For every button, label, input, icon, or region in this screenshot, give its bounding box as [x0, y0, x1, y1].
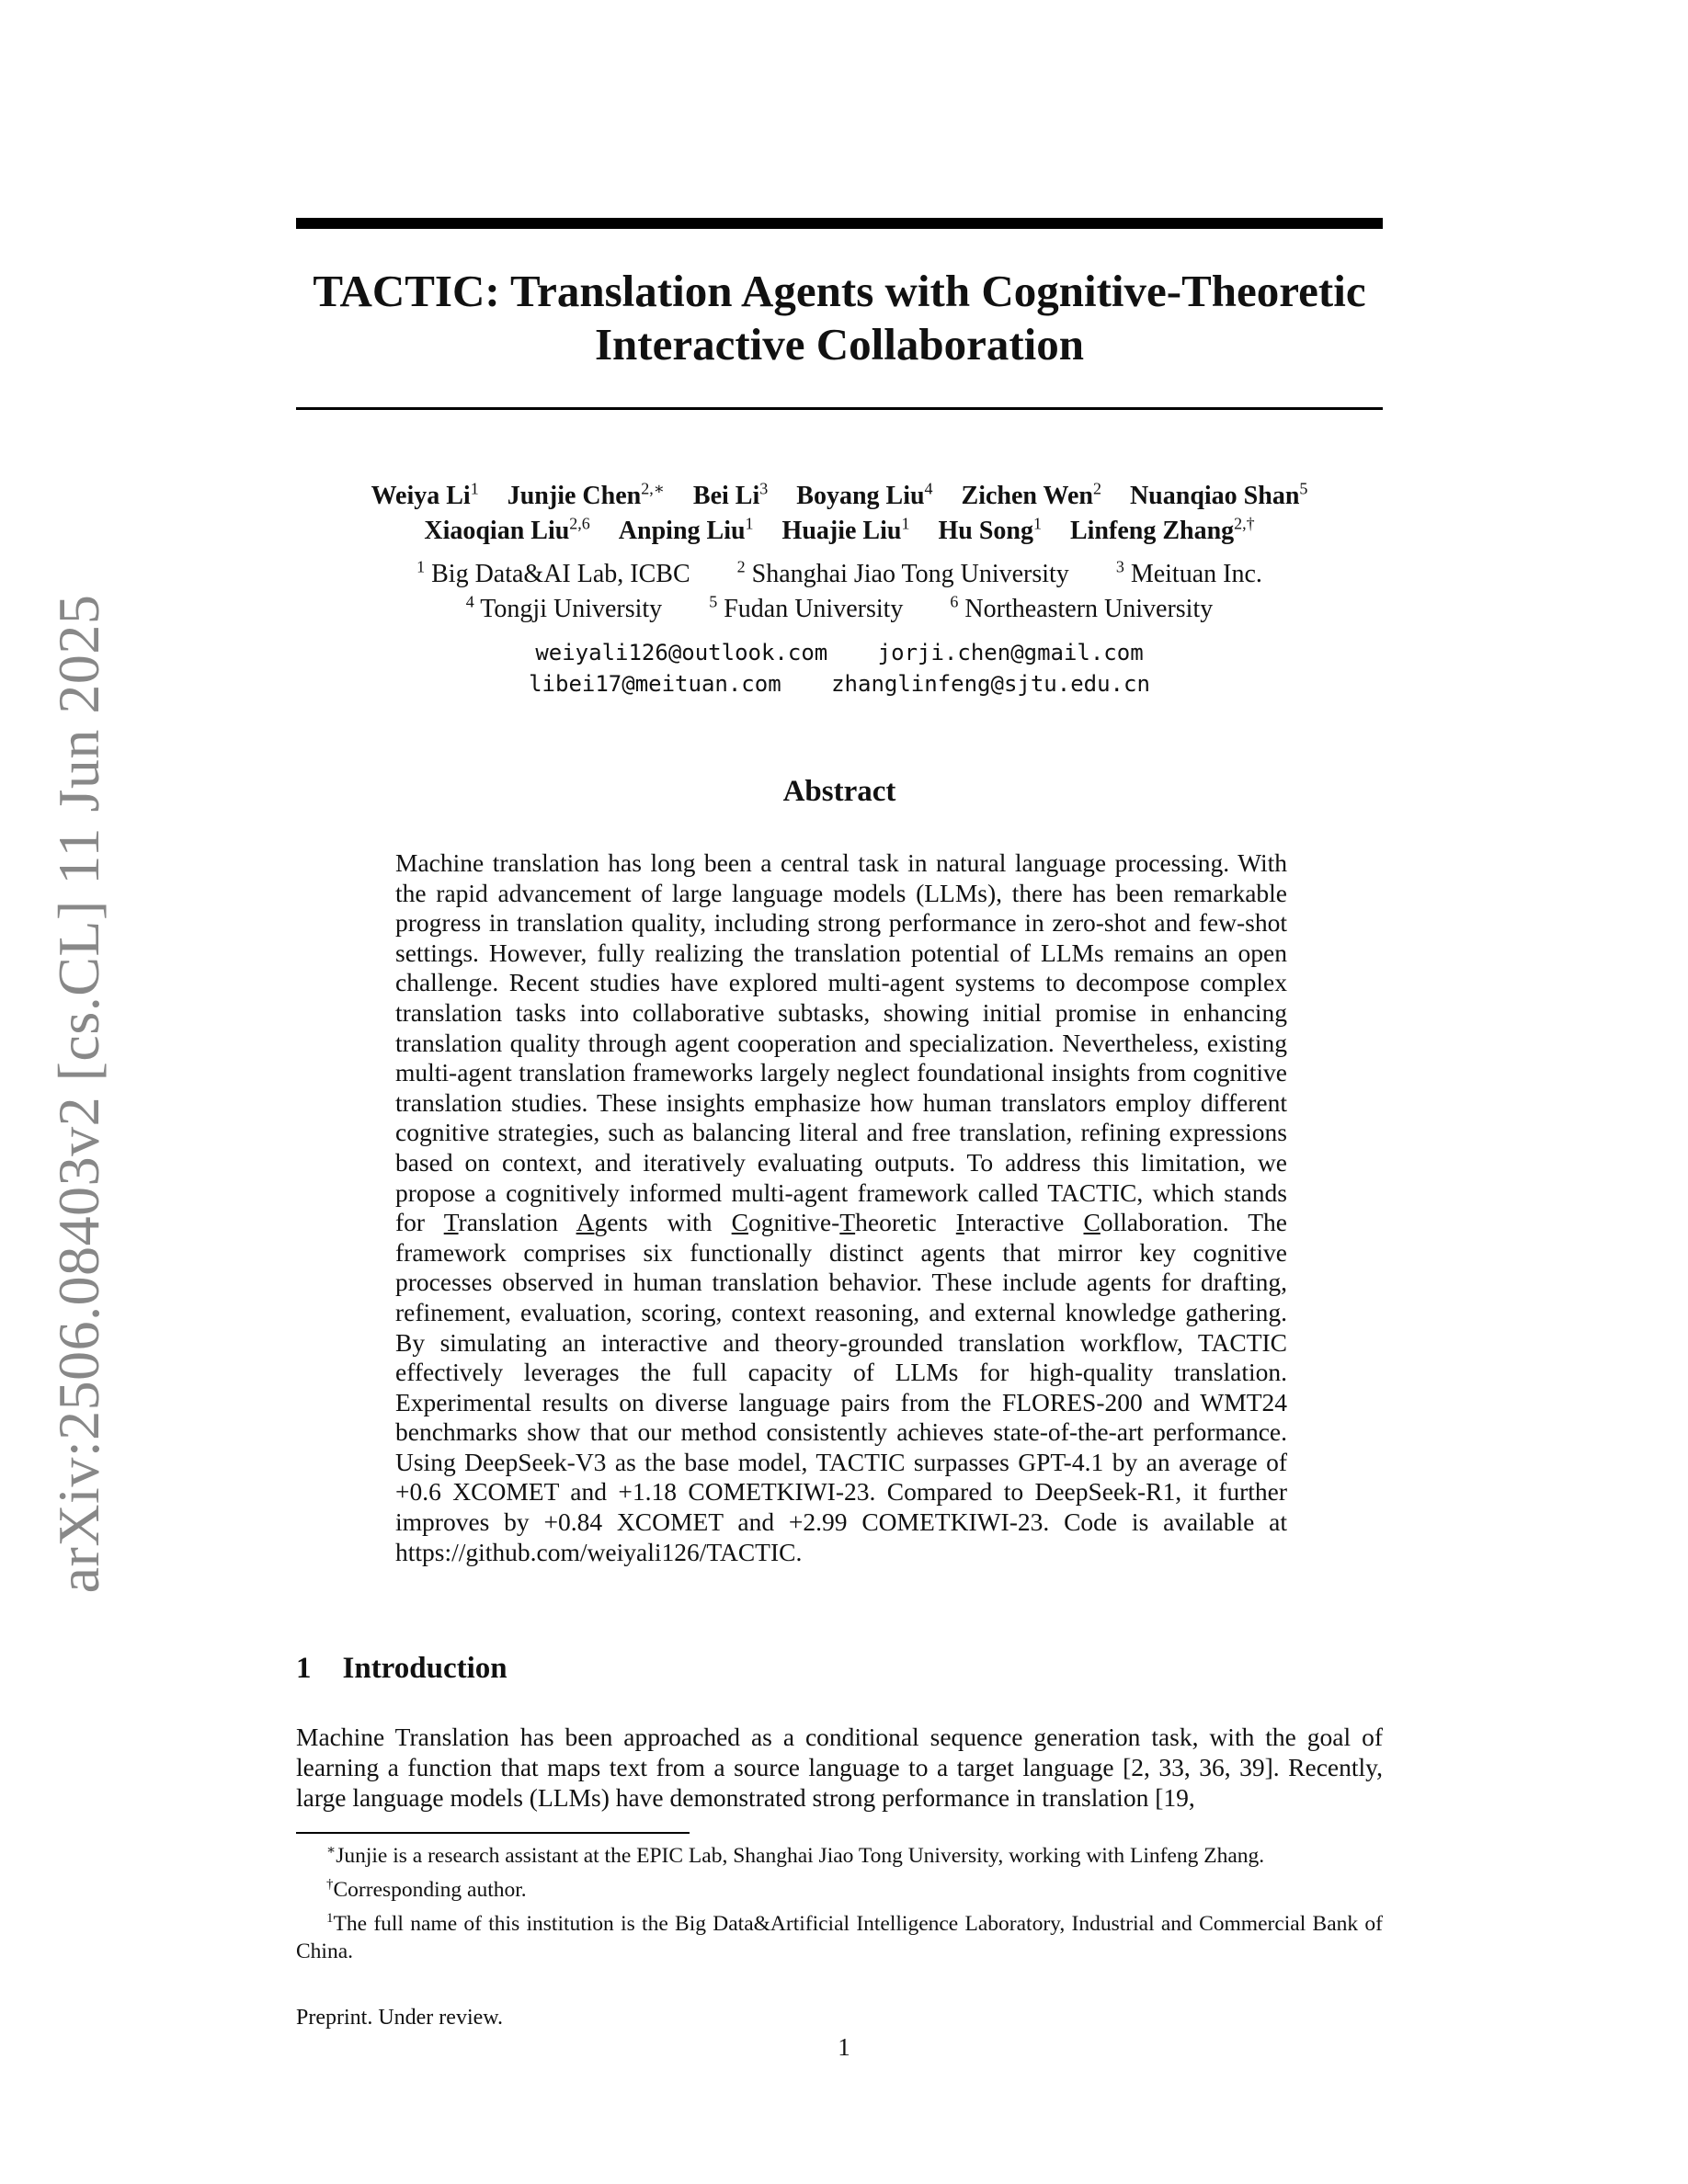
affiliation-line-1 — [296, 557, 1383, 592]
section-number: 1 — [296, 1652, 312, 1685]
preprint-note: Preprint. Under review. — [296, 2006, 504, 2030]
author: Hu Song$^1$ — [938, 514, 1042, 545]
author: Boyang Liu$^4$ — [796, 479, 933, 510]
email-line-2 — [296, 668, 1383, 700]
affiliation: $^5$ Fudan University — [709, 592, 904, 623]
footnotes — [296, 1837, 1383, 1966]
affiliation: $^3$ Meituan Inc. — [1115, 557, 1262, 588]
abstract-body — [395, 848, 1287, 1567]
author: Bei Li$^3$ — [692, 479, 769, 510]
acronym-expansion: Translation Agents with Cognitive-Theoretic Interactive Collaboration — [443, 1208, 1223, 1237]
abstract-text-part-1: Machine translation has long been a central task in natural language processing. With the rapid advancement of large language models (LLMs), there has been remarkable progress in translation quality, including strong performance in zero-shot and few-shot settings. However, fully realizing the translation potential of LLMs remains an open challenge. Recent studies have explored multi-agent systems to decompose complex translation tasks into collaborative subtasks, showing initial promise in enhancing translation quality through agent cooperation and specialization. Nevertheless, existing multi-agent translation frameworks largely neglect foundational insights from cognitive translation studies. These insights emphasize how human translators employ different cognitive strategies, such as balancing literal and free translation, refining expressions based on context, and iteratively evaluating outputs. To address this limitation, we propose a cognitively informed multi-agent framework called TACTIC, which stands for — [395, 848, 1287, 1237]
email-address[interactable]: libei17@meituan.com — [529, 671, 781, 697]
author: Weiya Li$^1$ — [371, 479, 479, 510]
title-bottom-rule — [296, 407, 1383, 410]
footnote: ∗Junjie is a research assistant at the EPIC Lab, Shanghai Jiao Tong University, working with Linfeng Zhang. — [326, 1843, 1265, 1868]
page-number: 1 — [838, 2033, 850, 2061]
footnote: $^1$The full name of this institution is the Big Data&Artificial Intelligence Laboratory, Industrial and Commercial Bank of China. — [296, 1910, 1383, 1964]
title-line-1: TACTIC: Translation Agents with Cognitive-Theoretic — [313, 266, 1366, 316]
abstract-heading: Abstract — [782, 775, 896, 808]
email-line-1 — [296, 637, 1383, 668]
introduction-paragraph: Machine Translation has been approached as a conditional sequence generation task, with the goal of learning a function that maps text from a source language to a target language [2, 33, 36, 39]. Recently, large language models (LLMs) have demonstrated strong performance in translation [19, — [296, 1723, 1383, 1812]
affiliation-list — [296, 557, 1383, 627]
section-heading-introduction — [296, 1652, 508, 1686]
affiliation: $^6$ Northeastern University — [950, 592, 1214, 623]
paper-title — [296, 265, 1383, 371]
author-line-1 — [296, 479, 1383, 514]
author-list — [296, 479, 1383, 549]
email-list — [296, 637, 1383, 700]
author: Nuanqiao Shan$^5$ — [1129, 479, 1308, 510]
author-line-2 — [296, 514, 1383, 549]
section-title: Introduction — [342, 1652, 508, 1685]
title-line-2: Interactive Collaboration — [594, 319, 1085, 370]
affiliation-line-2 — [296, 592, 1383, 627]
affiliation: $^4$ Tongji University — [465, 592, 663, 623]
author: Zichen Wen$^2$ — [961, 479, 1101, 510]
author: Anping Liu$^1$ — [618, 514, 754, 545]
affiliation: $^1$ Big Data&AI Lab, ICBC — [416, 557, 690, 588]
arxiv-side-stamp: arXiv:2506.08403v2 [cs.CL] 11 Jun 2025 — [46, 594, 111, 1594]
author: Xiaoqian Liu$^{2,6}$ — [424, 514, 590, 545]
affiliation: $^2$ Shanghai Jiao Tong University — [736, 557, 1069, 588]
email-address[interactable]: jorji.chen@gmail.com — [877, 640, 1144, 665]
author: Linfeng Zhang$^{2,\dagger}$ — [1069, 514, 1255, 545]
footnote-rule — [296, 1832, 690, 1834]
footnote: †Corresponding author. — [326, 1876, 527, 1902]
title-top-rule — [296, 218, 1383, 229]
author: Junjie Chen$^{2,∗}$ — [507, 479, 665, 510]
author: Huajie Liu$^1$ — [781, 514, 910, 545]
email-address[interactable]: zhanglinfeng@sjtu.edu.cn — [831, 671, 1150, 697]
email-address[interactable]: weiyali126@outlook.com — [535, 640, 828, 665]
abstract-text-part-2: . The framework comprises six functionally distinct agents that mirror key cognitive processes observed in human translation behavior. These include agents for drafting, refinement, evaluation, scoring, context reasoning, and external knowledge gathering. By simulating an interactive and theory-grounded translation workflow, TACTIC effectively leverages the full capacity of LLMs for high-quality translation. Experimental results on diverse language pairs from the FLORES-200 and WMT24 benchmarks show that our method consistently achieves state-of-the-art performance. Using DeepSeek-V3 as the base model, TACTIC surpasses GPT-4.1 by an average of +0.6 XCOMET and +1.18 COMETKIWI-23. Compared to DeepSeek-R1, it further improves by +0.84 XCOMET and +2.99 COMETKIWI-23. Code is available at https://github.com/weiyali126/TACTIC. — [395, 1208, 1287, 1566]
